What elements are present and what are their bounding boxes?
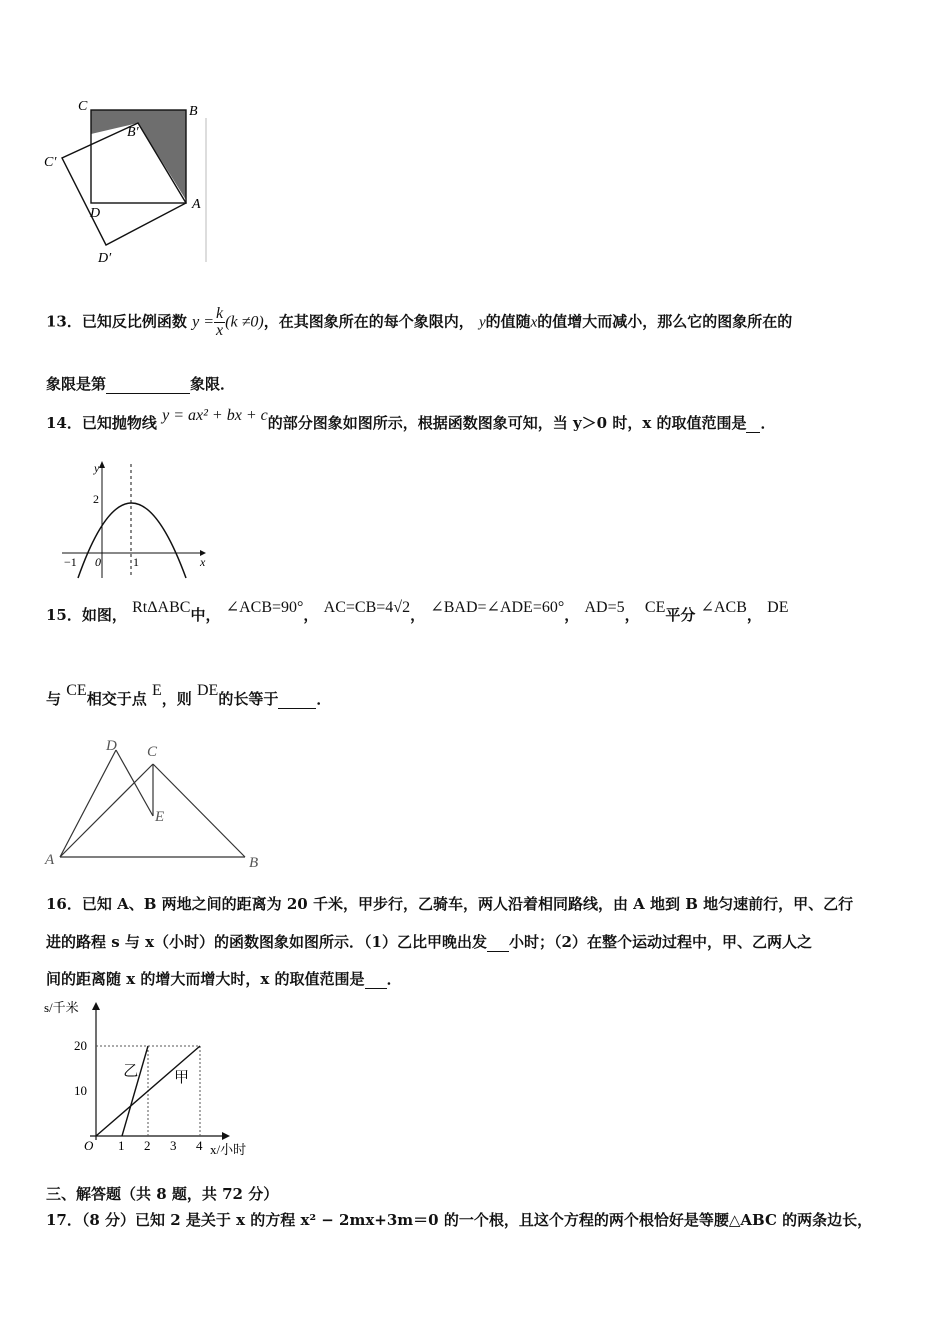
question-15-line-2 (46, 682, 332, 709)
answer-blank (106, 375, 190, 394)
distance-time-chart (40, 996, 280, 1164)
separator: ， (746, 606, 762, 624)
answer-blank-2 (365, 970, 387, 989)
question-17-line-1 (46, 1209, 872, 1230)
separator: ， (624, 606, 640, 624)
q14-text-2: 的部分图象如图所示，根据函数图象可知，当 y＞0 时，x 的取值范围是 (267, 414, 747, 432)
q13-text-4: 的值增大而减小，那么它的图象所在的 (537, 312, 793, 331)
question-16-line-1 (46, 893, 853, 914)
label-E: E (155, 809, 165, 825)
rotated-square-figure (40, 90, 220, 270)
y-tick-20: 20 (74, 1038, 87, 1053)
length-ad: AD=5 (584, 599, 625, 616)
frac-denominator: x (216, 322, 224, 339)
triangle-figure (40, 730, 270, 872)
question-number: 13． (46, 312, 82, 331)
x-tick-2: 2 (144, 1138, 151, 1153)
label-D-prime: D′ (98, 251, 112, 266)
label-B: B (189, 104, 198, 119)
y-tick-10: 10 (74, 1083, 87, 1098)
x-tick-1: 1 (133, 555, 139, 569)
answer-blank (278, 690, 316, 709)
q13-text-2: ，在其图象所在的每个象限内， (263, 312, 474, 331)
q17-text: （8 分）已知 2 是关于 x 的方程 x² − 2mx+3m＝0 的一个根，且这个方程的两个根恰好是等腰△ABC 的两条边长， (81, 1211, 873, 1229)
q15-text-5: 相交于点 (86, 690, 147, 708)
q14-text-1: 已知抛物线 (81, 414, 157, 432)
x-tick-neg1: −1 (64, 555, 77, 569)
question-16-line-2 (46, 931, 812, 952)
question-15-line-1 (46, 599, 789, 625)
x-axis-arrow (222, 1132, 230, 1140)
q15-text-1: 如图， (81, 606, 127, 624)
q13-text-1: 已知反比例函数 (81, 312, 187, 331)
formula-condition: (k ≠0) (225, 313, 264, 331)
sides-ac-cb: AC=CB=4√2 (323, 599, 411, 616)
label-A: A (45, 852, 55, 868)
parabola-formula: y = ax² + bx + c (162, 407, 268, 424)
label-D: D (90, 206, 101, 221)
label-B: B (249, 855, 259, 871)
frac-numerator: k (216, 305, 224, 322)
angle-acb: ∠ACB=90° (225, 599, 304, 616)
x-tick-O: O (84, 1138, 94, 1153)
question-number: 17． (46, 1211, 82, 1229)
question-14-line-1 (46, 407, 776, 433)
question-13-line-2 (46, 373, 235, 394)
x-tick-1: 1 (118, 1138, 125, 1153)
label-A: A (192, 197, 201, 212)
y-axis-label: y (94, 461, 100, 475)
question-number: 15． (46, 606, 82, 624)
q13-text-3: 的值随 (485, 312, 531, 331)
label-C: C (78, 99, 88, 114)
series-line-0 (122, 1046, 148, 1136)
answer-blank (746, 414, 760, 433)
label-C: C (147, 744, 158, 760)
angle-acb-2: ∠ACB (700, 599, 747, 616)
q15-text-7: 的长等于 (218, 690, 279, 708)
q15-text-8: ． (316, 690, 332, 708)
x-axis-label: x/小时 (210, 1142, 247, 1157)
q16-text-5: ． (386, 970, 402, 988)
separator: ， (303, 606, 319, 624)
q15-text-6: ，则 (161, 690, 192, 708)
y-axis-label: s/千米 (44, 1000, 79, 1015)
angles-bad-ade: ∠BAD=∠ADE=60° (430, 599, 565, 616)
segment-ce: CE (644, 599, 666, 616)
label-D: D (106, 738, 117, 754)
var-x: x (530, 314, 538, 331)
parabola-graph (56, 456, 216, 584)
label-C-prime: C′ (44, 155, 57, 170)
q15-text-4: 与 (46, 690, 62, 708)
q13-text-6: 象限． (190, 375, 236, 393)
point-e: E (151, 682, 162, 699)
origin-label: 0 (95, 555, 101, 569)
series-label-1: 甲 (174, 1070, 190, 1086)
question-number: 14． (46, 414, 82, 432)
section-3-title: 三、解答题（共 8 题，共 72 分） (46, 1185, 279, 1203)
separator: ， (410, 606, 426, 624)
series-label-0: 乙 (123, 1063, 139, 1080)
x-tick-3: 3 (170, 1138, 177, 1153)
question-16-line-3 (46, 968, 402, 989)
q15-text-2: 中， (190, 606, 221, 624)
answer-blank-1 (487, 933, 509, 952)
segment-ce: CE (66, 682, 87, 699)
x-axis-label: x (200, 555, 206, 569)
separator: ， (564, 606, 580, 624)
q16-text-2: 进的路程 s 与 x（小时）的函数图象如图所示．（1）乙比甲晚出发 (46, 933, 487, 951)
label-B-prime: B′ (127, 125, 139, 140)
q16-text-3: 小时；（2）在整个运动过程中，甲、乙两人之 (509, 933, 812, 951)
formula-lhs: y = (192, 313, 215, 331)
triangle-name: RtΔABC (132, 599, 191, 616)
q16-text-1: 已知 A、B 两地之间的距离为 20 千米，甲步行，乙骑车，两人沿着相同路线，由 A 地到 B 地匀速前行，甲、乙行 (81, 895, 854, 913)
fraction-k-over-x (214, 306, 225, 339)
segment-de: DE (196, 682, 219, 699)
segment-de: DE (767, 599, 789, 616)
y-tick-2: 2 (93, 492, 99, 506)
q13-text-5: 象限是第 (46, 375, 107, 393)
question-13-line-1 (46, 306, 792, 339)
question-number: 16． (46, 895, 82, 913)
x-tick-4: 4 (196, 1138, 203, 1153)
var-y: y (478, 314, 486, 331)
q16-text-4: 间的距离随 x 的增大而增大时，x 的取值范围是 (46, 970, 365, 988)
q14-text-3: ． (760, 414, 776, 432)
q15-text-3: 平分 (665, 606, 696, 624)
y-axis-arrow (92, 1002, 100, 1010)
